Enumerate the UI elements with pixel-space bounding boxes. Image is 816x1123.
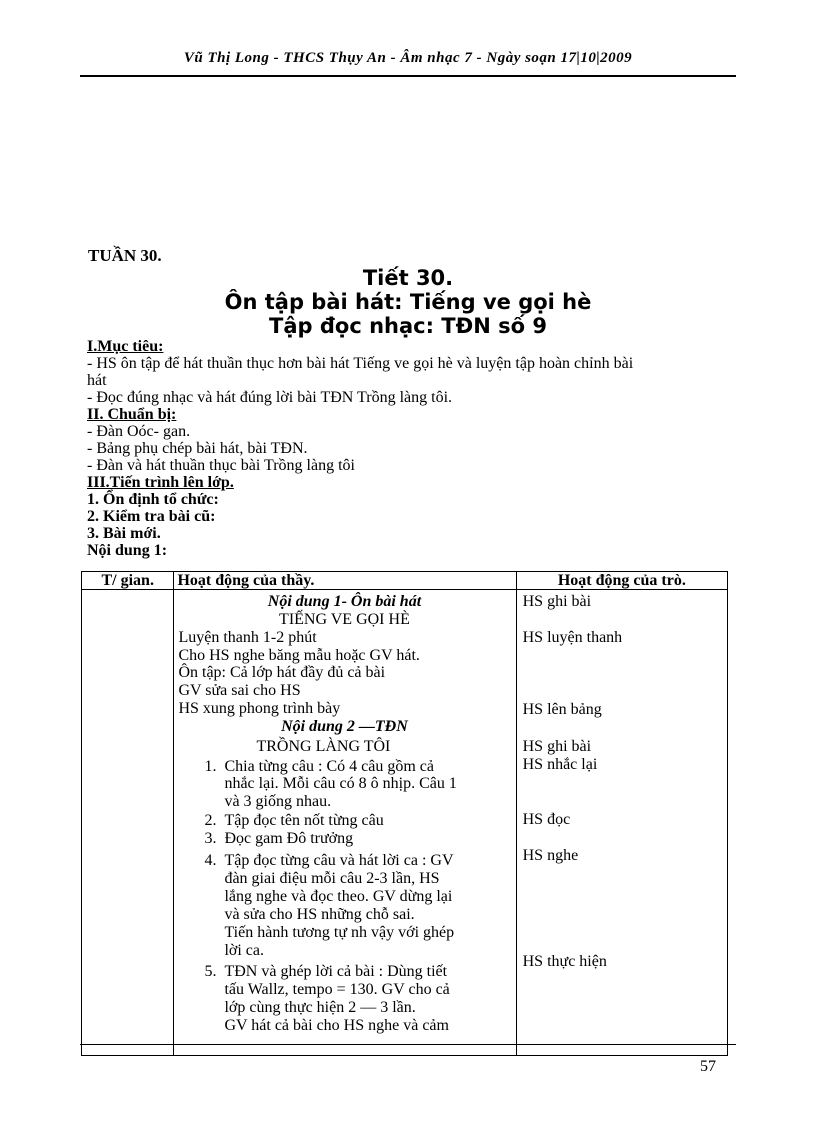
teacher-line: Cho HS nghe băng mẫu hoặc GV hát. [178, 647, 420, 664]
page-header: Vũ Thị Long - THCS Thụy An - Âm nhạc 7 - Ngày soạn 17|10|2009 [183, 50, 633, 66]
student-line: HS đọc [522, 811, 571, 828]
lesson-table [81, 571, 728, 1056]
table-header-row [82, 572, 728, 590]
lesson-subtitle-1: Ôn tập bài hát: Tiếng ve gọi hè [224, 290, 592, 314]
step-number: 2. [204, 812, 217, 829]
teacher-line: Ôn tập: Cả lớp hát đầy đủ cả bài [178, 664, 386, 681]
student-line: HS nghe [522, 847, 579, 864]
process-step: 2. Kiểm tra bài cũ: [87, 508, 216, 525]
step-number: 1. [204, 758, 217, 775]
teacher-line: và sửa cho HS những chỗ sai. [224, 906, 415, 923]
teacher-line: TĐN và ghép lời cả bài : Dùng tiết [224, 963, 448, 980]
student-line: HS ghi bài [522, 593, 592, 610]
header-rule [80, 75, 736, 77]
teacher-line: Đọc gam Đô trưởng [224, 830, 354, 847]
lesson-subtitle-2: Tập đọc nhạc: TĐN số 9 [269, 314, 547, 338]
step-number: 5. [204, 963, 217, 980]
process-step: Nội dung 1: [87, 542, 168, 559]
teacher-line: Luyện thanh 1-2 phút [178, 629, 317, 646]
process-step: 1. Ổn định tổ chức: [87, 491, 219, 508]
objectives-line: - HS ôn tập để hát thuần thục hơn bài hát Tiếng ve gọi hè và luyện tập hoàn chỉnh bài [87, 355, 634, 372]
teacher-line: GV hát cả bài cho HS nghe và cảm [224, 1017, 449, 1034]
teacher-line: lắng nghe và đọc theo. GV dừng lại [224, 888, 453, 905]
teacher-line: Tập đọc tên nốt từng câu [224, 812, 384, 829]
header-time: T/ gian. [82, 572, 174, 590]
objectives-line: - Đọc đúng nhạc và hát đúng lời bài TĐN Trồng làng tôi. [87, 389, 453, 406]
content2-title: Nội dung 2 —TĐN [281, 718, 408, 735]
teacher-line: Tập đọc từng câu và hát lời ca : GV [224, 852, 454, 869]
objectives-section [87, 338, 737, 559]
step-number: 4. [204, 852, 217, 869]
page-number: 57 [700, 1058, 716, 1075]
preparation-line: - Bảng phụ chép bài hát, bài TĐN. [87, 440, 308, 457]
footer-rule [80, 1044, 736, 1045]
student-line: HS luyện thanh [522, 629, 623, 646]
teacher-cell [174, 590, 516, 1056]
step-number: 3. [204, 830, 217, 847]
time-cell [82, 590, 174, 1056]
objectives-line: hát [87, 372, 107, 389]
preparation-line: - Đàn Oóc- gan. [87, 423, 191, 440]
process-step: 3. Bài mới. [87, 525, 161, 542]
header-teacher: Hoạt động của thầy. [174, 572, 516, 590]
preparation-line: - Đàn và hát thuần thục bài Trồng làng tôi [87, 457, 355, 474]
teacher-line: HS xung phong trình bày [178, 700, 341, 717]
student-line: HS lên bảng [522, 701, 602, 718]
content1-title: Nội dung 1- Ôn bài hát [267, 593, 422, 610]
teacher-line: GV sửa sai cho HS [178, 682, 301, 699]
content1-song: TIẾNG VE GỌI HÈ [279, 611, 410, 628]
week-label: TUẦN 30. [88, 246, 162, 265]
teacher-line: nhắc lại. Mỗi câu có 8 ô nhịp. Câu 1 [224, 775, 457, 792]
content2-song: TRỒNG LÀNG TÔI [256, 738, 391, 755]
objectives-heading: I.Mục tiêu: [87, 338, 164, 355]
header-student: Hoạt động của trò. [516, 572, 727, 590]
teacher-line: Tiến hành tương tự nh vậy với ghép [224, 924, 455, 941]
teacher-line: Chia từng câu : Có 4 câu gồm cả [224, 758, 434, 775]
table-row [82, 590, 728, 1056]
teacher-line: lời ca. [224, 942, 265, 959]
teacher-line: tấu Wallz, tempo = 130. GV cho cả [224, 981, 450, 998]
teacher-line: đàn giai điệu mỗi câu 2-3 lần, HS [224, 870, 440, 887]
student-line: HS ghi bài [522, 738, 592, 755]
student-cell [516, 590, 727, 1056]
student-line: HS thực hiện [522, 953, 607, 970]
lesson-title: Tiết 30. [362, 266, 454, 290]
teacher-line: lớp cùng thực hiện 2 — 3 lần. [224, 999, 416, 1016]
process-heading: III.Tiến trình lên lớp. [87, 474, 234, 491]
preparation-heading: II. Chuẩn bị: [87, 406, 177, 423]
teacher-line: và 3 giống nhau. [224, 793, 332, 810]
student-line: HS nhắc lại [522, 756, 598, 773]
